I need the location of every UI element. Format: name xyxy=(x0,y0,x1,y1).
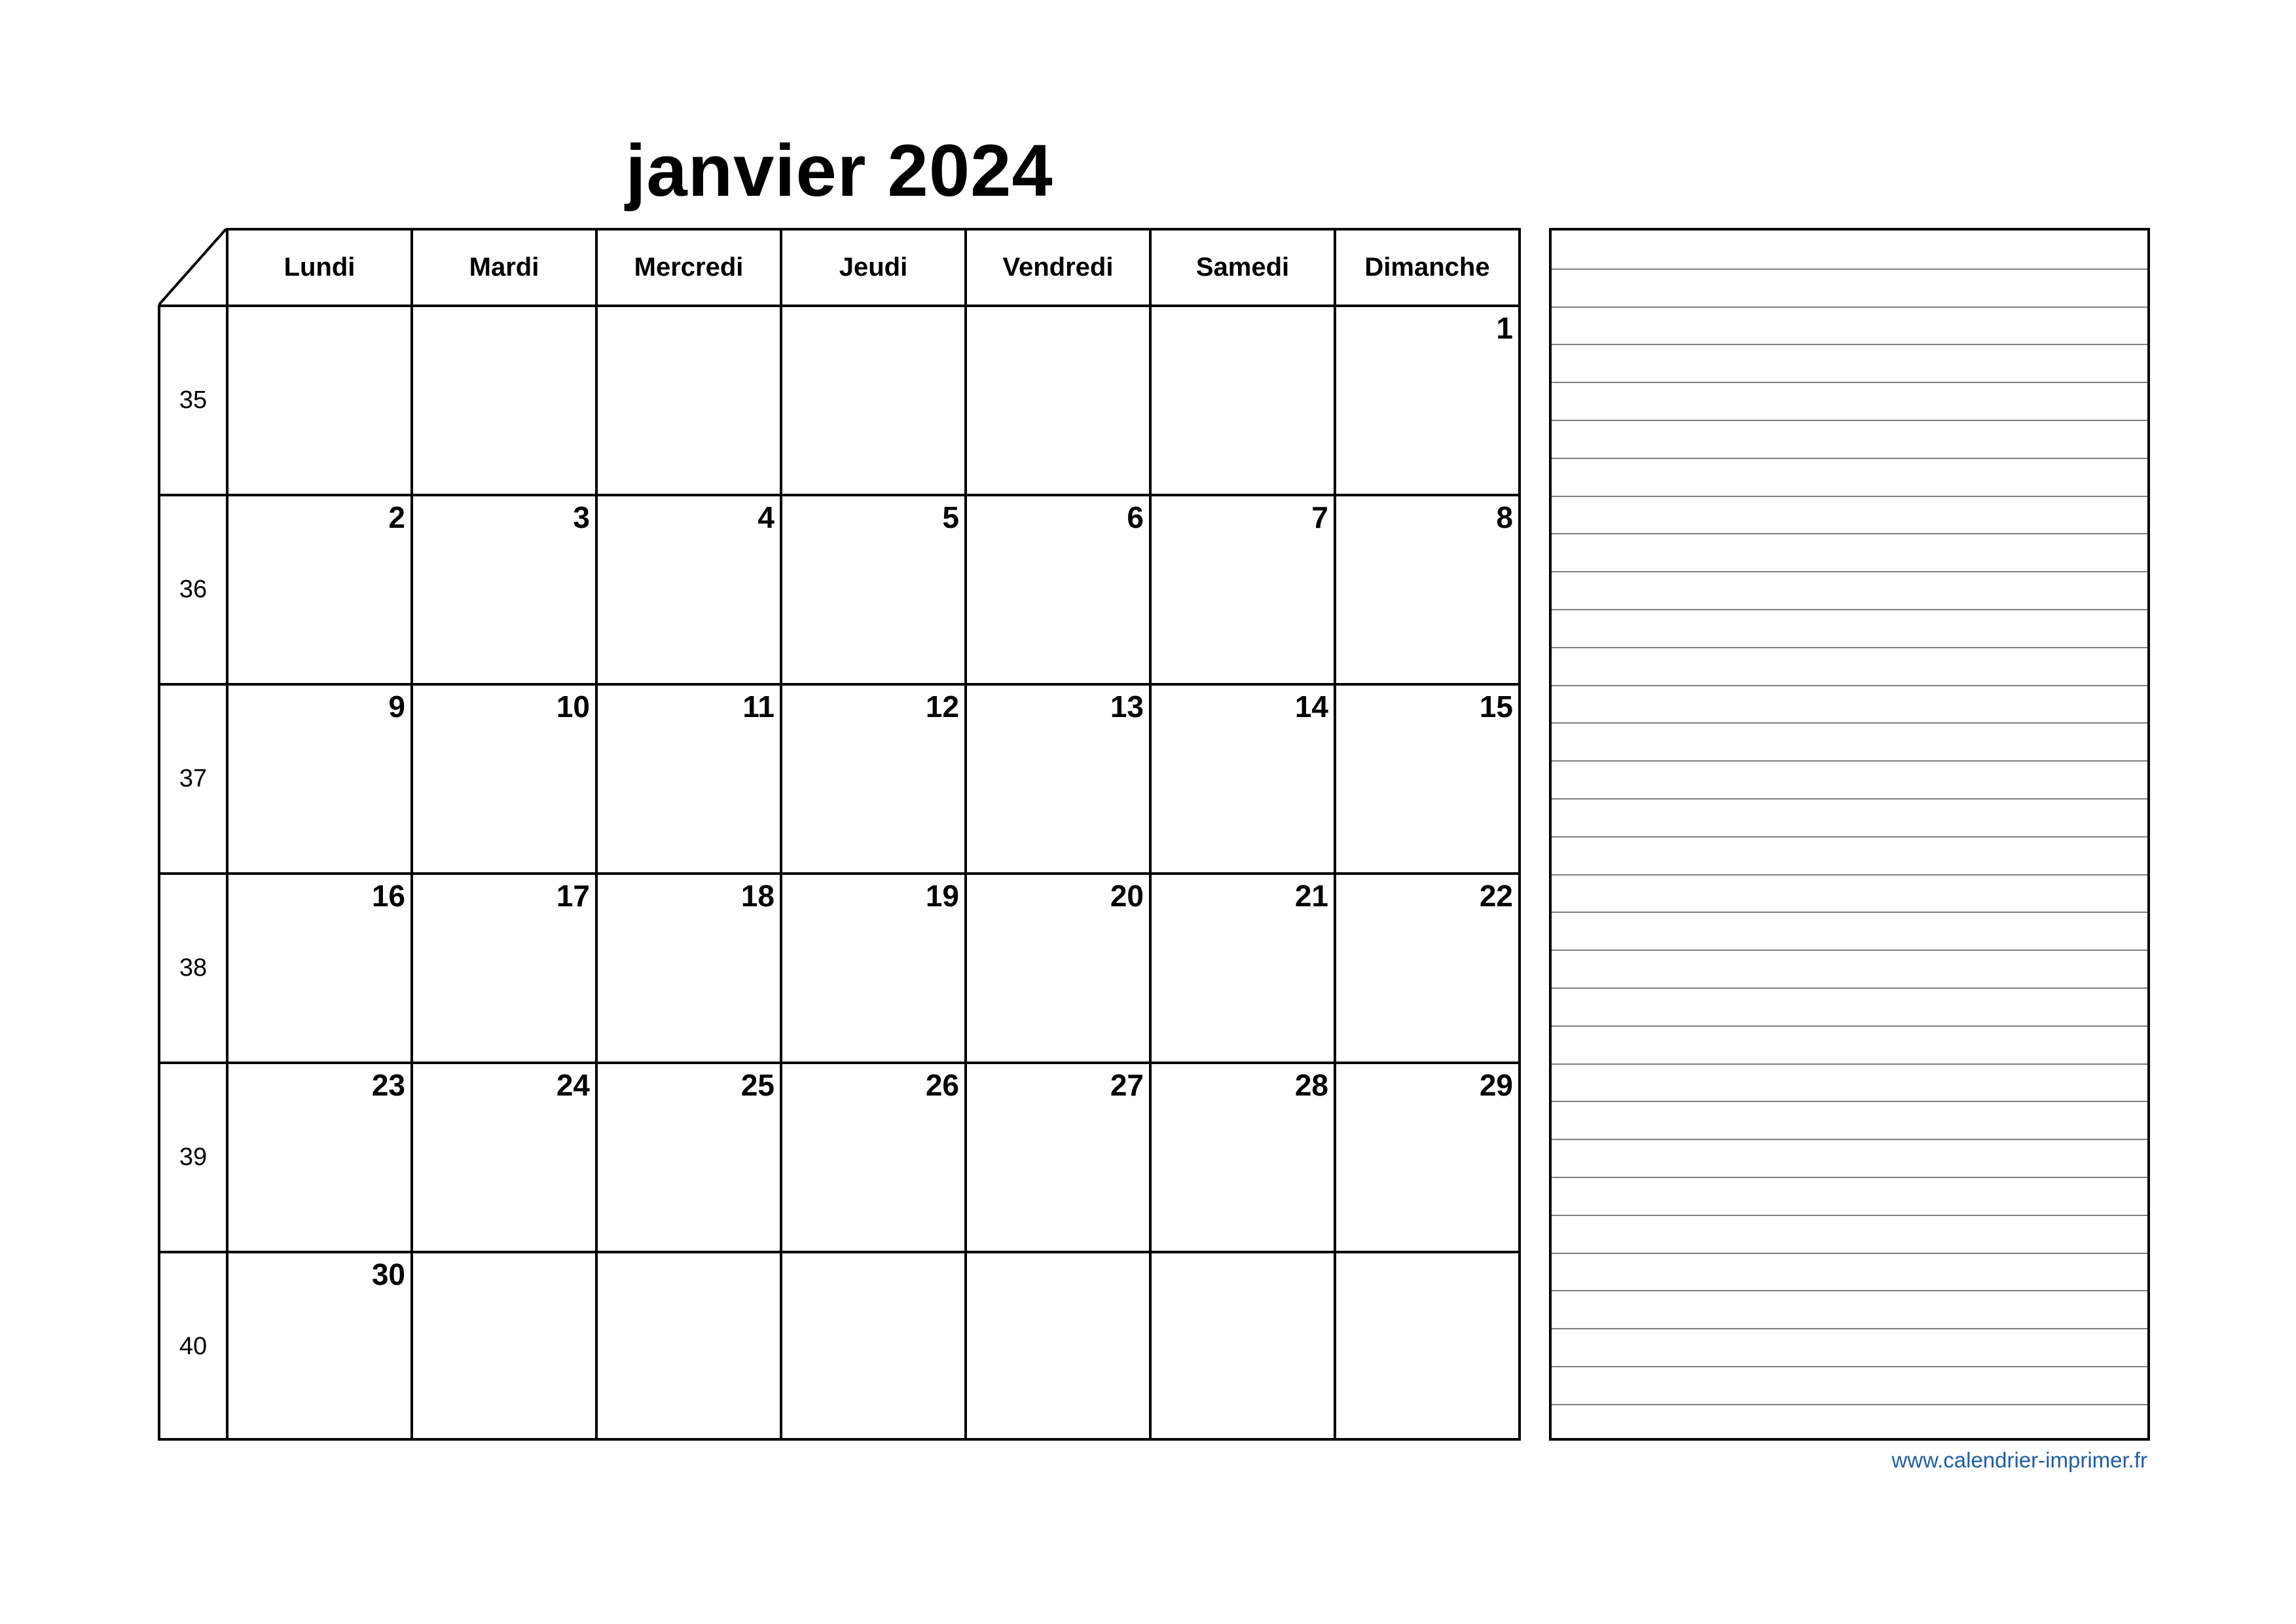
week-number-label: 35 xyxy=(179,386,208,414)
day-cell[interactable] xyxy=(964,1061,1149,1251)
day-cell[interactable] xyxy=(780,683,964,872)
note-line xyxy=(1552,1215,2147,1216)
day-cell[interactable] xyxy=(1149,872,1334,1061)
day-number: 7 xyxy=(1311,500,1328,534)
grid-bottom-border xyxy=(158,1438,1521,1441)
day-cell[interactable] xyxy=(595,1061,780,1251)
day-cell[interactable] xyxy=(595,494,780,683)
week-number xyxy=(158,872,226,1061)
week-number xyxy=(158,683,226,872)
day-number: 27 xyxy=(1110,1068,1144,1102)
day-number: 12 xyxy=(925,690,959,724)
day-cell[interactable] xyxy=(226,494,410,683)
day-number: 20 xyxy=(1110,879,1144,913)
day-cell[interactable] xyxy=(964,494,1149,683)
calendar-title: janvier 2024 xyxy=(625,130,1053,212)
note-line xyxy=(1552,268,2147,270)
day-number: 18 xyxy=(740,879,774,913)
day-number: 5 xyxy=(942,500,959,534)
day-number: 2 xyxy=(388,500,405,534)
note-line xyxy=(1552,950,2147,951)
day-cell[interactable] xyxy=(964,1251,1149,1440)
day-cell[interactable] xyxy=(964,872,1149,1061)
note-line xyxy=(1552,344,2147,345)
note-line xyxy=(1552,1290,2147,1291)
note-line xyxy=(1552,306,2147,308)
day-cell[interactable] xyxy=(1334,1061,1518,1251)
day-cell[interactable] xyxy=(410,304,595,494)
note-line xyxy=(1552,1025,2147,1027)
weekday-header: Mardi xyxy=(410,228,595,304)
note-line xyxy=(1552,533,2147,534)
day-cell[interactable] xyxy=(410,1061,595,1251)
calendar-grid xyxy=(158,228,1521,1441)
note-line xyxy=(1552,420,2147,421)
day-cell[interactable] xyxy=(226,304,410,494)
day-number: 6 xyxy=(1127,500,1144,534)
grid-right-border xyxy=(1518,304,1521,1441)
day-cell[interactable] xyxy=(1149,494,1334,683)
notes-panel xyxy=(1549,228,2150,1441)
weekday-header: Jeudi xyxy=(780,228,964,304)
note-line xyxy=(1552,685,2147,686)
day-number: 16 xyxy=(371,879,405,913)
day-cell[interactable] xyxy=(780,304,964,494)
week-number-label: 39 xyxy=(179,1143,208,1171)
note-line xyxy=(1552,722,2147,724)
day-number: 15 xyxy=(1479,690,1513,724)
note-line xyxy=(1552,1101,2147,1102)
note-line xyxy=(1552,496,2147,497)
day-number: 28 xyxy=(1294,1068,1328,1102)
note-line xyxy=(1552,1177,2147,1178)
day-cell[interactable] xyxy=(226,1061,410,1251)
week-number-label: 40 xyxy=(179,1333,208,1360)
day-number: 22 xyxy=(1479,879,1513,913)
day-cell[interactable] xyxy=(780,1061,964,1251)
week-number xyxy=(158,1061,226,1251)
day-cell[interactable] xyxy=(1149,683,1334,872)
day-number: 9 xyxy=(388,690,405,724)
day-cell[interactable] xyxy=(1334,304,1518,494)
day-number: 8 xyxy=(1496,500,1513,534)
day-number: 25 xyxy=(740,1068,774,1102)
weekday-header: Dimanche xyxy=(1334,228,1521,304)
note-line xyxy=(1552,874,2147,876)
website-link[interactable]: www.calendrier-imprimer.fr xyxy=(1891,1448,2147,1472)
day-cell[interactable] xyxy=(226,872,410,1061)
note-line xyxy=(1552,647,2147,648)
day-cell[interactable] xyxy=(780,1251,964,1440)
note-line xyxy=(1552,1253,2147,1254)
day-number: 24 xyxy=(556,1068,590,1102)
day-number: 30 xyxy=(371,1257,405,1291)
day-cell[interactable] xyxy=(410,683,595,872)
day-number: 4 xyxy=(757,500,774,534)
note-line xyxy=(1552,798,2147,800)
day-cell[interactable] xyxy=(1149,1061,1334,1251)
weekday-header: Mercredi xyxy=(595,228,780,304)
day-cell[interactable] xyxy=(780,872,964,1061)
note-line xyxy=(1552,571,2147,572)
note-line xyxy=(1552,987,2147,989)
day-cell[interactable] xyxy=(226,1251,410,1440)
week-number xyxy=(158,494,226,683)
day-number: 13 xyxy=(1110,690,1144,724)
day-cell[interactable] xyxy=(595,683,780,872)
day-cell[interactable] xyxy=(1334,683,1518,872)
day-number: 1 xyxy=(1496,311,1513,345)
week-number xyxy=(158,1251,226,1440)
note-line xyxy=(1552,1328,2147,1329)
day-number: 17 xyxy=(556,879,590,913)
day-cell[interactable] xyxy=(595,304,780,494)
day-number: 3 xyxy=(573,500,590,534)
day-cell[interactable] xyxy=(410,872,595,1061)
day-number: 23 xyxy=(371,1068,405,1102)
day-cell[interactable] xyxy=(1334,872,1518,1061)
note-line xyxy=(1552,458,2147,459)
day-cell[interactable] xyxy=(964,304,1149,494)
day-number: 19 xyxy=(925,879,959,913)
note-line xyxy=(1552,912,2147,913)
week-number xyxy=(158,304,226,494)
day-cell[interactable] xyxy=(595,1251,780,1440)
day-number: 29 xyxy=(1479,1068,1513,1102)
note-line xyxy=(1552,760,2147,762)
day-cell[interactable] xyxy=(1334,1251,1518,1440)
weekday-header: Vendredi xyxy=(964,228,1149,304)
day-number: 11 xyxy=(742,690,774,724)
day-number: 14 xyxy=(1294,690,1328,724)
day-cell[interactable] xyxy=(410,494,595,683)
week-number-label: 37 xyxy=(179,765,208,792)
day-cell[interactable] xyxy=(1334,494,1518,683)
week-number-label: 38 xyxy=(179,954,208,982)
note-line xyxy=(1552,1139,2147,1140)
day-cell[interactable] xyxy=(226,683,410,872)
corner-diagonal xyxy=(158,228,226,304)
day-cell[interactable] xyxy=(595,872,780,1061)
day-number: 10 xyxy=(556,690,590,724)
note-line xyxy=(1552,609,2147,610)
day-number: 21 xyxy=(1294,879,1328,913)
day-cell[interactable] xyxy=(1149,304,1334,494)
note-line xyxy=(1552,382,2147,383)
note-line xyxy=(1552,1404,2147,1405)
day-cell[interactable] xyxy=(964,683,1149,872)
day-number: 26 xyxy=(925,1068,959,1102)
weekday-header: Samedi xyxy=(1149,228,1334,304)
day-cell[interactable] xyxy=(780,494,964,683)
note-line xyxy=(1552,836,2147,838)
day-cell[interactable] xyxy=(410,1251,595,1440)
day-cell[interactable] xyxy=(1149,1251,1334,1440)
week-number-label: 36 xyxy=(179,576,208,603)
note-line xyxy=(1552,1366,2147,1367)
weekday-header: Lundi xyxy=(226,228,410,304)
note-line xyxy=(1552,1063,2147,1065)
